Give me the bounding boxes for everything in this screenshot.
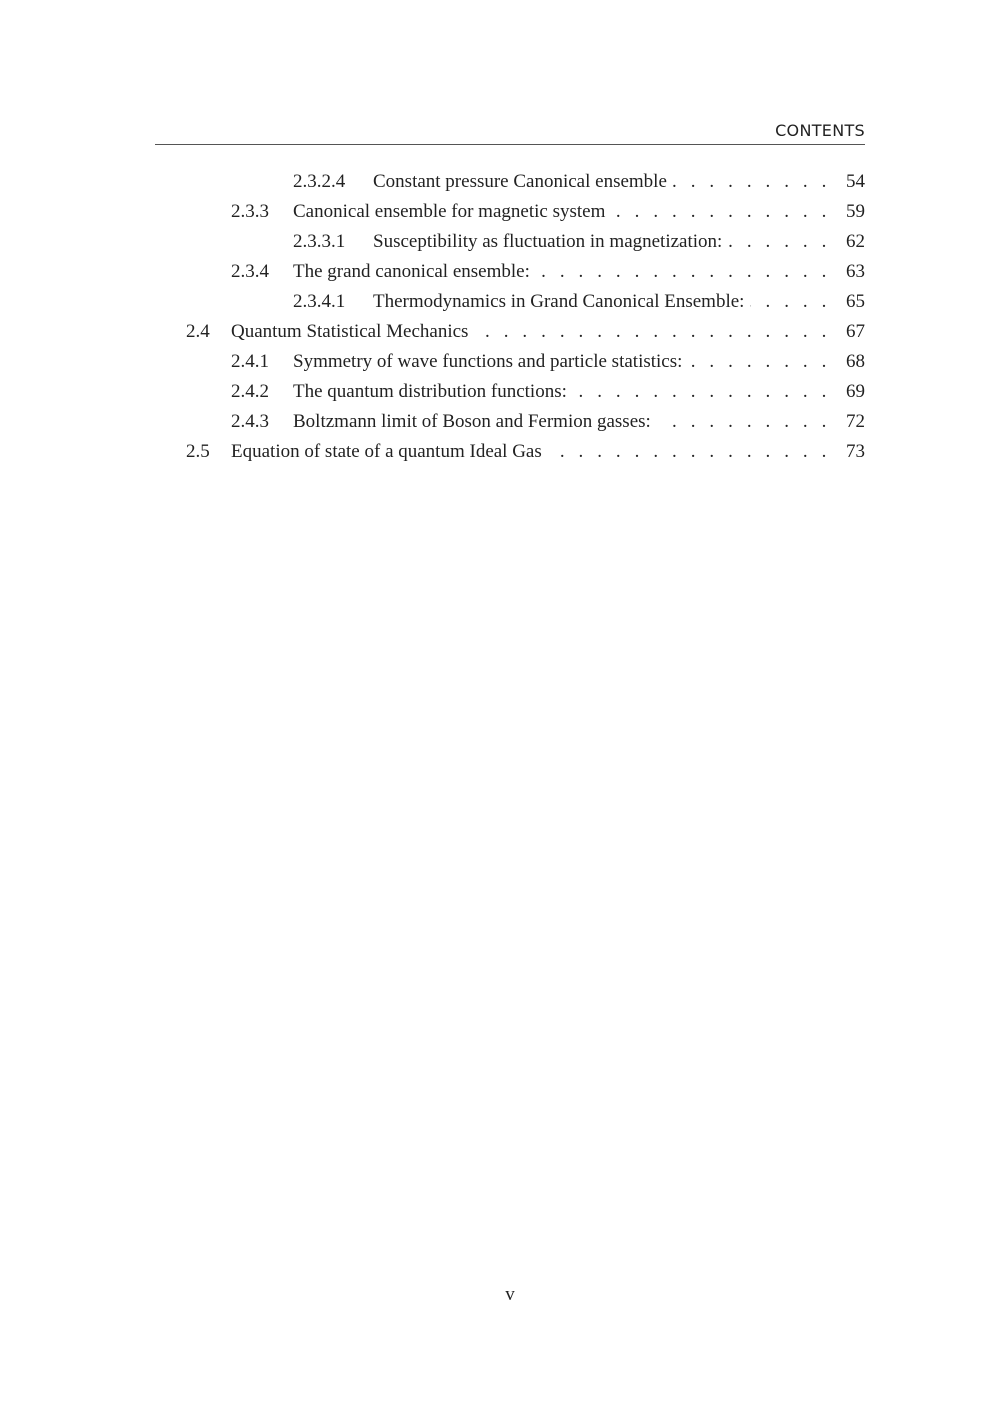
toc-entry[interactable] <box>0 169 992 199</box>
dot-leader <box>673 169 831 195</box>
toc-entry-number: 2.5 <box>186 441 210 462</box>
toc-entry-line <box>293 259 865 285</box>
toc-entry-title: Symmetry of wave functions and particle statistics: <box>293 351 683 372</box>
toc-entry-number: 2.3.3.1 <box>293 231 346 252</box>
toc-entry[interactable] <box>0 439 992 469</box>
toc-entry-line <box>293 199 865 225</box>
toc-entry-page: 63 <box>846 261 865 282</box>
toc-entry[interactable] <box>0 319 992 349</box>
toc-entry-page: 68 <box>846 351 865 372</box>
running-header: CONTENTS <box>775 121 865 140</box>
toc-entry-number: 2.3.4.1 <box>293 291 346 312</box>
toc-entry-line <box>373 229 865 255</box>
toc-entry[interactable] <box>0 349 992 379</box>
toc-entry-number: 2.4.3 <box>231 411 269 432</box>
toc-entry-page: 54 <box>846 171 865 192</box>
toc-entry-page: 59 <box>846 201 865 222</box>
toc-entry-title: Susceptibility as fluctuation in magnetization: <box>373 231 723 252</box>
toc-entry-title: The quantum distribution functions: <box>293 381 567 402</box>
dot-leader <box>688 349 831 375</box>
toc-entry-number: 2.3.4 <box>231 261 269 282</box>
toc-entry-line <box>293 379 865 405</box>
toc-entry-title: Equation of state of a quantum Ideal Gas <box>231 441 542 462</box>
dot-leader <box>474 319 831 345</box>
dot-leader <box>573 379 831 405</box>
toc-entry-number: 2.4.1 <box>231 351 269 372</box>
toc-entry[interactable] <box>0 289 992 319</box>
toc-entry-title: Thermodynamics in Grand Canonical Ensemble: <box>373 291 745 312</box>
toc-entry-number: 2.3.3 <box>231 201 269 222</box>
toc-entry-title: Quantum Statistical Mechanics <box>231 321 469 342</box>
toc-entry-page: 69 <box>846 381 865 402</box>
toc-entry[interactable] <box>0 379 992 409</box>
toc-entry-title: Boltzmann limit of Boson and Fermion gasses: <box>293 411 651 432</box>
toc-entry-page: 67 <box>846 321 865 342</box>
dot-leader <box>611 199 831 225</box>
toc-entry-line <box>373 289 865 315</box>
toc-entry-title: The grand canonical ensemble: <box>293 261 530 282</box>
toc-entry[interactable] <box>0 199 992 229</box>
toc-entry-page: 73 <box>846 441 865 462</box>
toc-entry-line <box>293 349 865 375</box>
toc-entry-title: Constant pressure Canonical ensemble <box>373 171 667 192</box>
dot-leader <box>750 289 831 315</box>
toc-entry-number: 2.4 <box>186 321 210 342</box>
dot-leader <box>657 409 831 435</box>
toc-entry-page: 62 <box>846 231 865 252</box>
toc-entry-line <box>293 409 865 435</box>
toc-entry-line <box>231 439 865 465</box>
toc-entry-number: 2.4.2 <box>231 381 269 402</box>
toc-entry-title: Canonical ensemble for magnetic system <box>293 201 606 222</box>
table-of-contents <box>0 169 992 469</box>
dot-leader <box>548 439 831 465</box>
header-rule <box>155 144 865 145</box>
toc-entry[interactable] <box>0 409 992 439</box>
toc-entry[interactable] <box>0 229 992 259</box>
toc-entry-number: 2.3.2.4 <box>293 171 346 192</box>
toc-entry-page: 65 <box>846 291 865 312</box>
toc-entry[interactable] <box>0 259 992 289</box>
dot-leader <box>728 229 831 255</box>
toc-entry-page: 72 <box>846 411 865 432</box>
page-number: v <box>505 1284 515 1305</box>
toc-entry-line <box>373 169 865 195</box>
dot-leader <box>536 259 831 285</box>
toc-entry-line <box>231 319 865 345</box>
